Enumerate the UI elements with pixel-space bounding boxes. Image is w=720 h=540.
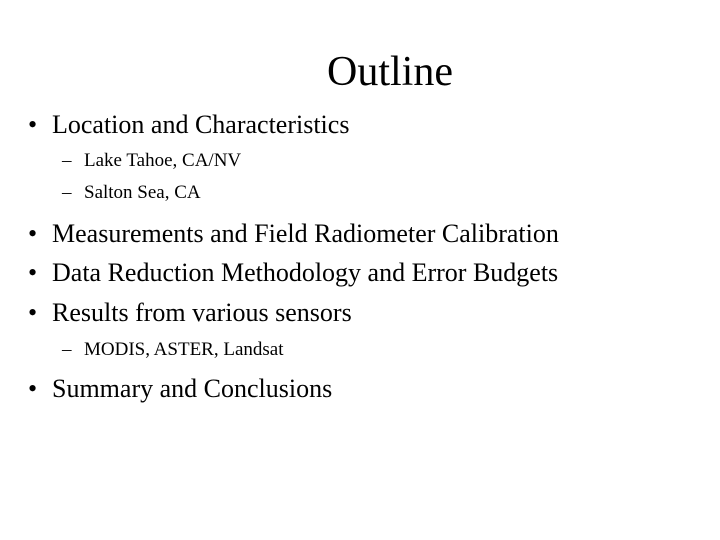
sub-bullet-marker: – [62,182,72,203]
bullet-item-5 [28,373,628,405]
bullet-marker: • [28,219,38,248]
bullet-text: Data Reduction Methodology and Error Budgets [52,258,559,287]
sub-bullet-marker: – [62,339,72,360]
bullet-marker: • [28,374,38,403]
bullet-text: Summary and Conclusions [52,374,333,403]
slide-title-text: Outline [327,49,453,95]
bullet-item-2 [28,218,678,250]
bullet-marker: • [28,110,38,139]
sub-bullet-marker: – [62,150,72,171]
bullet-text: Location and Characteristics [52,110,350,139]
sub-bullet-item-1-1 [62,149,462,173]
sub-bullet-text: Salton Sea, CA [84,182,201,203]
slide-title [0,46,720,98]
sub-bullet-item-1-2 [62,181,462,205]
sub-bullet-text: MODIS, ASTER, Landsat [84,339,284,360]
bullet-item-1 [28,109,628,141]
bullet-item-4 [28,297,628,329]
bullet-marker: • [28,258,38,287]
sub-bullet-text: Lake Tahoe, CA/NV [84,150,242,171]
bullet-text: Measurements and Field Radiometer Calibration [52,219,559,248]
bullet-text: Results from various sensors [52,298,352,327]
bullet-marker: • [28,298,38,327]
sub-bullet-item-4-1 [62,338,462,362]
bullet-item-3 [28,257,678,289]
